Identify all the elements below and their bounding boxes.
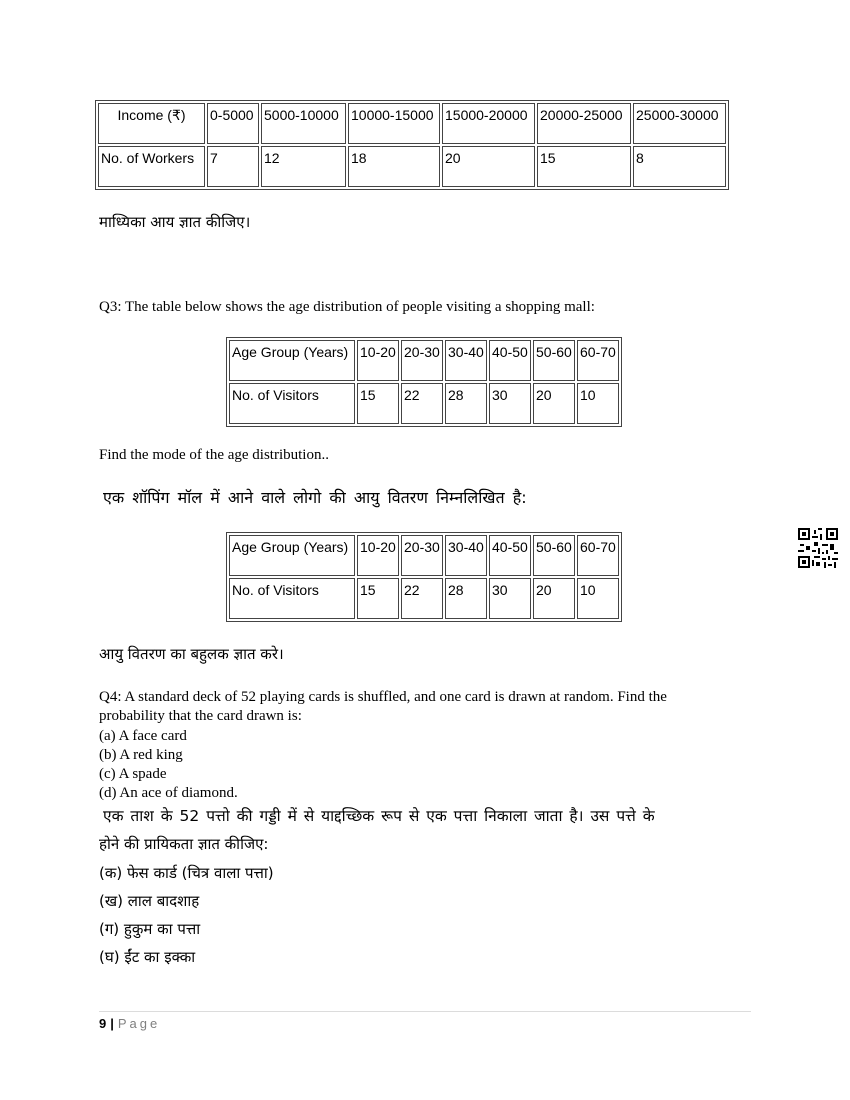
table-cell: No. of Workers [98,146,205,187]
table-cell: 0-5000 [207,103,259,144]
qr-code-icon [798,528,838,568]
q2-hindi-find: माध्यिका आय ज्ञात कीजिए। [99,213,251,231]
table-cell: 7 [207,146,259,187]
page-number: 9 [99,1016,107,1031]
table-cell: 20 [442,146,535,187]
table-cell: Income (₹) [98,103,205,144]
table-cell: 30 [489,383,531,424]
table-cell: 28 [445,383,487,424]
table-cell: 20 [533,383,575,424]
income-table [95,100,729,190]
q4-option-b: (b) A red king [99,747,183,763]
table-cell: 10-20 [357,535,399,576]
q4-hindi-option-ka: (क) फेस कार्ड (चित्र वाला पत्ता) [99,864,274,882]
q3-hindi-intro: एक शॉपिंग मॉल में आने वाले लोगो की आयु वितरण निम्नलिखित है: [103,488,527,507]
q4-hindi-option-gha: (घ) ईंट का इक्का [99,948,196,966]
q4-hindi-option-ga: (ग) हुकुम का पत्ता [99,920,201,938]
table-cell: 15 [357,578,399,619]
table-cell: 15 [537,146,631,187]
table-cell: 20000-25000 [537,103,631,144]
income-table-data-row [98,146,726,187]
page-footer [99,1016,160,1031]
table-cell: 12 [261,146,346,187]
q4-hindi-option-kha: (ख) लाल बादशाह [99,892,200,910]
table-cell: 25000-30000 [633,103,726,144]
q3-table-header-row [229,340,619,381]
table-cell: 20-30 [401,535,443,576]
table-cell: 60-70 [577,340,619,381]
q3-hindi-table-header-row [229,535,619,576]
page-label: Page [117,1016,161,1031]
table-cell: 10 [577,578,619,619]
q4-option-d: (d) An ace of diamond. [99,785,238,801]
q4-option-a: (a) A face card [99,728,187,744]
table-cell: 22 [401,383,443,424]
table-cell: 30 [489,578,531,619]
footer-separator: | [110,1016,114,1031]
income-table-header-row [98,103,726,144]
q4-hindi-line2: होने की प्रायिकता ज्ञात कीजिए: [99,835,269,853]
table-cell: Age Group (Years) [229,340,355,381]
table-cell: 50-60 [533,340,575,381]
table-cell: 40-50 [489,535,531,576]
q4-line2: probability that the card drawn is: [99,708,302,724]
table-cell: 10000-15000 [348,103,440,144]
table-cell: 20-30 [401,340,443,381]
table-cell: 10 [577,383,619,424]
q3-age-table [226,337,622,427]
q3-hindi-find: आयु वितरण का बहुलक ज्ञात करे। [99,645,284,663]
table-cell: 30-40 [445,535,487,576]
table-cell: 5000-10000 [261,103,346,144]
table-cell: 60-70 [577,535,619,576]
table-cell: 15 [357,383,399,424]
table-cell: 10-20 [357,340,399,381]
q4-option-c: (c) A spade [99,766,167,782]
q3-text: Q3: The table below shows the age distribution of people visiting a shopping mall: [99,299,595,315]
footer-divider [99,1011,751,1012]
table-cell: 20 [533,578,575,619]
table-cell: 22 [401,578,443,619]
q3-find: Find the mode of the age distribution.. [99,447,329,463]
table-cell: 18 [348,146,440,187]
table-cell: 8 [633,146,726,187]
q3-hindi-age-table [226,532,622,622]
table-cell: 40-50 [489,340,531,381]
q4-hindi-line1: एक ताश के 52 पत्तो की गड्डी में से याद्दच्छिक रूप से एक पत्ता निकाला जाता है। उस पत्ते के [103,807,655,825]
q3-hindi-table-data-row [229,578,619,619]
table-cell: Age Group (Years) [229,535,355,576]
q4-line1: Q4: A standard deck of 52 playing cards is shuffled, and one card is drawn at random. Find the [99,689,667,705]
table-cell: No. of Visitors [229,578,355,619]
table-cell: 15000-20000 [442,103,535,144]
table-cell: No. of Visitors [229,383,355,424]
q3-table-data-row [229,383,619,424]
table-cell: 28 [445,578,487,619]
table-cell: 30-40 [445,340,487,381]
table-cell: 50-60 [533,535,575,576]
